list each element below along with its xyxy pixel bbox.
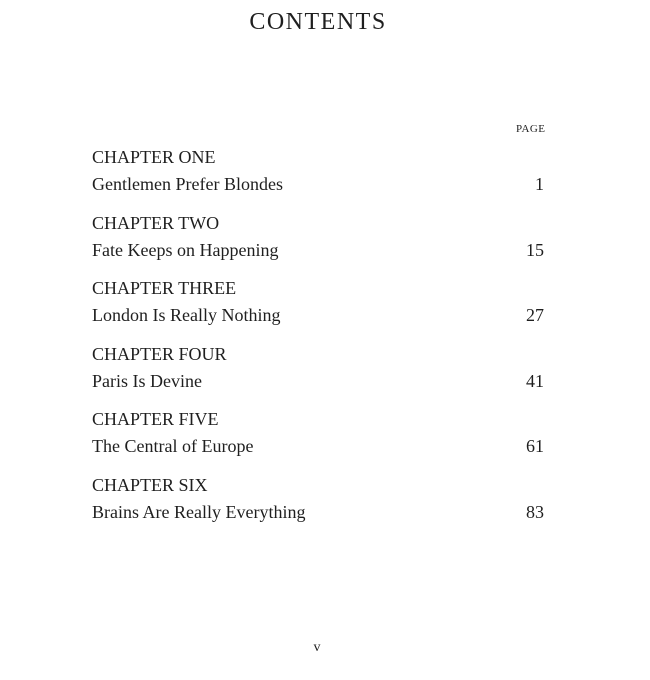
chapter-page-number: 27 [526, 305, 544, 326]
chapter-heading: CHAPTER SIX [92, 474, 208, 495]
chapter-title: London Is Really Nothing [92, 305, 281, 326]
chapter-heading: CHAPTER ONE [92, 147, 216, 167]
chapter-title: Paris Is Devine [92, 370, 202, 391]
chapter-row [92, 367, 544, 395]
chapter-row [92, 432, 544, 460]
chapter-page-number: 41 [526, 370, 544, 391]
chapter-page-number: 61 [526, 436, 544, 457]
page-number-folio: v [313, 640, 321, 655]
chapter-title: The Central of Europe [92, 436, 254, 457]
chapter-heading: CHAPTER TWO [92, 212, 220, 233]
chapter-entry [92, 406, 544, 472]
page-column-label: PAGE [516, 123, 546, 135]
page-title: CONTENTS [249, 9, 387, 35]
table-of-contents [92, 144, 544, 538]
chapter-row [92, 301, 544, 329]
chapter-title: Brains Are Really Everything [92, 501, 306, 522]
chapter-heading: CHAPTER FOUR [92, 343, 227, 364]
chapter-page-number: 1 [535, 174, 544, 194]
chapter-entry [92, 210, 544, 276]
chapter-heading: CHAPTER THREE [92, 278, 237, 299]
chapter-title: Gentlemen Prefer Blondes [92, 174, 283, 194]
chapter-entry [92, 341, 544, 407]
chapter-entry [92, 275, 544, 341]
chapter-heading: CHAPTER FIVE [92, 409, 219, 430]
chapter-page-number: 15 [526, 239, 544, 260]
chapter-row [92, 170, 544, 198]
chapter-page-number: 83 [526, 501, 544, 522]
chapter-row [92, 498, 544, 526]
chapter-entry [92, 472, 544, 538]
chapter-entry [92, 144, 544, 210]
chapter-title: Fate Keeps on Happening [92, 239, 279, 260]
chapter-row [92, 236, 544, 264]
